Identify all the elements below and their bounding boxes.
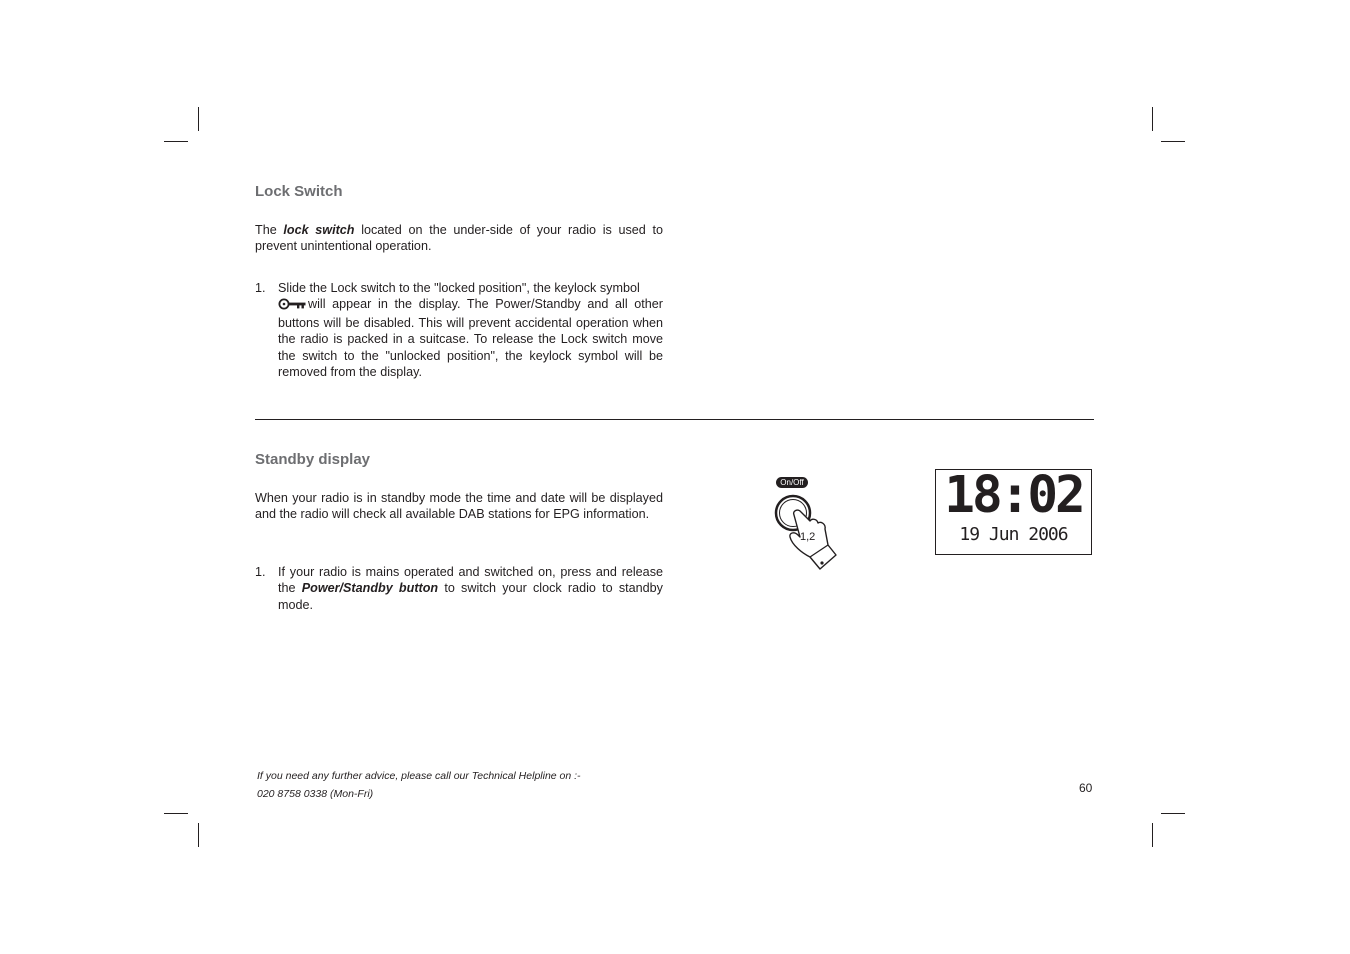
crop-mark [164, 813, 188, 814]
intro-text: The [255, 223, 284, 237]
section-divider [255, 419, 1094, 420]
step-text: Slide the Lock switch to the "locked position", the keylock symbol [278, 281, 640, 295]
pointing-hand-icon [770, 475, 845, 575]
display-date: 19 Jun 2006 [959, 524, 1068, 545]
display-time: 18:02 [944, 466, 1083, 525]
crop-mark [1161, 813, 1185, 814]
standby-step-1 [255, 564, 663, 613]
lock-switch-step-1 [255, 280, 663, 380]
crop-mark [1161, 141, 1185, 142]
on-off-button-label: On/Off [776, 477, 808, 488]
lock-switch-intro [255, 222, 663, 255]
page-number: 60 [1079, 781, 1093, 795]
keylock-icon [278, 298, 306, 314]
step-reference-label: 1,2 [800, 531, 816, 543]
intro-text: located on the under-side of your radio is used to prevent unintentional operation. [255, 223, 663, 254]
standby-display-heading: Standby display [255, 451, 371, 468]
helpline-number: 020 8758 0338 (Mon-Fri) [257, 788, 374, 800]
step-text: If your radio is mains operated and switched on, press and release the [278, 565, 663, 596]
lock-switch-heading: Lock Switch [255, 183, 343, 200]
crop-mark [1152, 107, 1153, 131]
helpline-text: If you need any further advice, please call our Technical Helpline on :- [257, 770, 581, 782]
crop-mark [198, 107, 199, 131]
step-text: to switch your clock radio to standby mode. [278, 581, 663, 612]
step-text: will appear in the display. The Power/Standby and all other buttons will be disabled. This will prevent accidental operation when the radio is packed in a suitcase. To release the Lock switch move the switch to the "unlocked position", the keylock symbol will be removed from the display. [278, 297, 663, 380]
power-standby-button-term: Power/Standby button [301, 581, 439, 596]
standby-display-screen [935, 466, 1092, 555]
step-number: 1. [255, 281, 266, 295]
crop-mark [164, 141, 188, 142]
crop-mark [198, 823, 199, 847]
crop-mark [1152, 823, 1153, 847]
step-number: 1. [255, 565, 266, 579]
standby-intro: When your radio is in standby mode the time and date will be displayed and the radio will check all available DAB stations for EPG information. [255, 491, 663, 522]
lock-switch-term: lock switch [283, 223, 355, 237]
